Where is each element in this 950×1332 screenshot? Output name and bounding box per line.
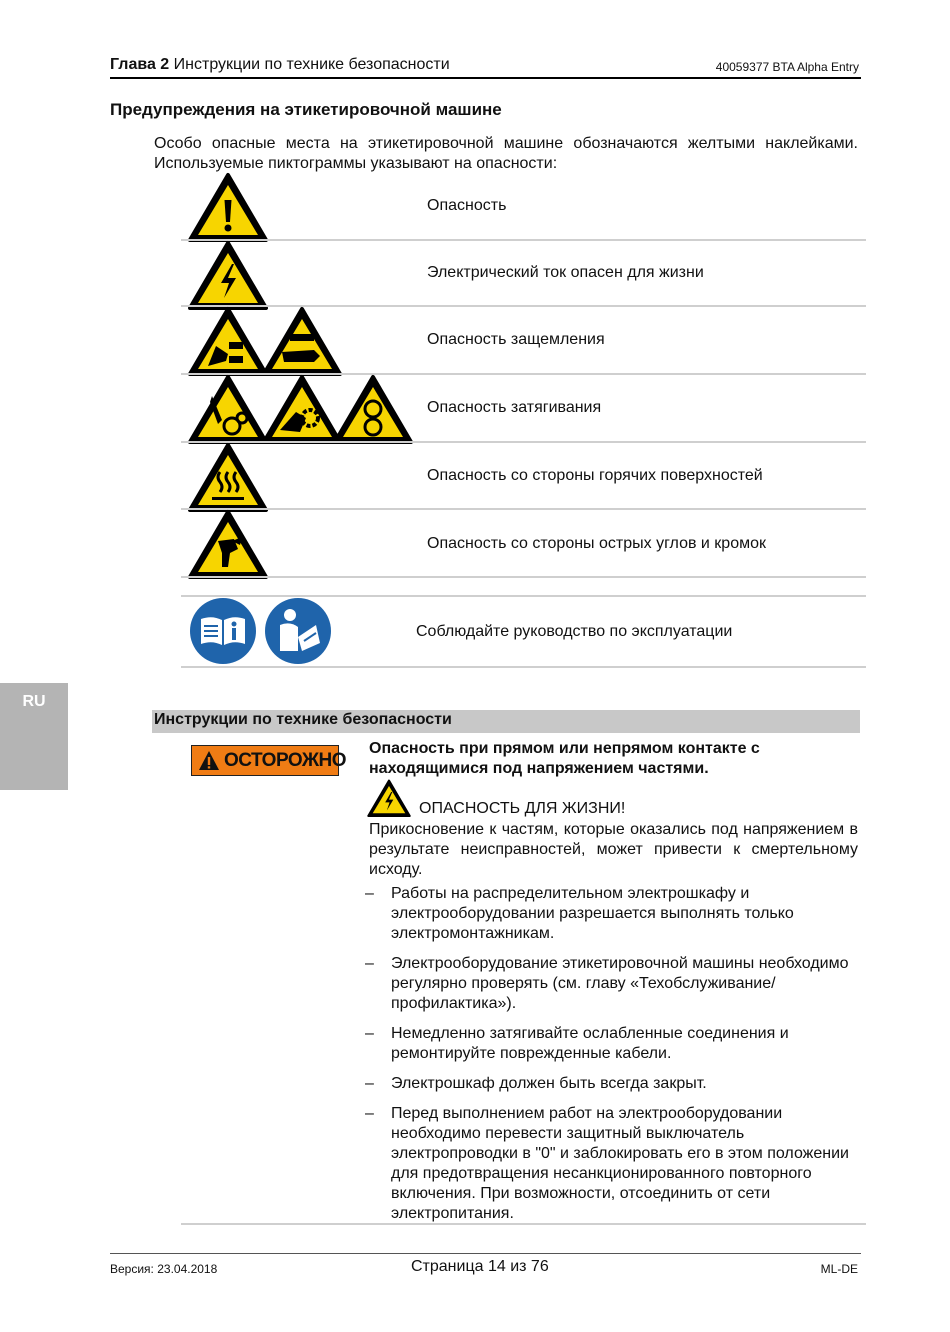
warning-title: Опасность при прямом или непрямом контакте с находящимися под напряжением частями. (369, 740, 760, 777)
danger-to-life: ОПАСНОСТЬ ДЛЯ ЖИЗНИ! (419, 800, 626, 817)
symbol-label-electric: Электрический ток опасен для жизни (427, 264, 704, 281)
section-end-divider (181, 1223, 866, 1225)
symbol-label-sharp: Опасность со стороны острых углов и кромок (427, 535, 766, 552)
rollers-icon (333, 374, 413, 444)
list-item: – Электрошкаф должен быть всегда закрыт. (365, 1075, 707, 1092)
list-item: – Немедленно затягивайте ослабленные соединения и ремонтируйте поврежденные кабели. (365, 1025, 789, 1062)
caution-text: ОСТОРОЖНО (224, 750, 347, 771)
chapter-label: Глава 2 (110, 56, 170, 73)
language-tab: RU (0, 683, 68, 790)
doc-id: 40059377 BTA Alpha Entry (715, 60, 859, 74)
row-divider (181, 576, 866, 578)
sharp-edges-icon (188, 509, 268, 579)
hand-press-icon (262, 306, 342, 376)
row-divider (181, 441, 866, 443)
warning-body: Прикосновение к частям, которые оказались под напряжением в результате неисправностей, может привести к смертельному исходу. (369, 821, 858, 878)
symbol-label-hot: Опасность со стороны горячих поверхностей (427, 467, 763, 484)
manual-book-icon (189, 597, 257, 665)
symbol-label-crushing: Опасность защемления (427, 331, 605, 348)
footer-code: ML-DE (820, 1262, 858, 1276)
roller-entanglement-icon (188, 374, 268, 444)
symbol-label-manual: Соблюдайте руководство по эксплуатации (416, 623, 733, 640)
header-chapter (110, 56, 450, 74)
version-date: Версия: 23.04.2018 (110, 1262, 218, 1276)
list-item: – Электрооборудование этикетировочной машины необходимо регулярно проверять (см. главу «Техобслуживание/профилактика»). (365, 955, 849, 1012)
page-number: Страница 14 из 76 (411, 1258, 549, 1275)
hot-surface-icon (188, 442, 268, 512)
symbol-label-danger: Опасность (427, 197, 507, 214)
row-divider (181, 508, 866, 510)
read-manual-person-icon (264, 597, 332, 665)
electric-shock-icon (188, 240, 268, 310)
chapter-title: Инструкции по технике безопасности (173, 56, 450, 73)
hand-crush-icon (188, 306, 268, 376)
list-item: – Перед выполнением работ на электрооборудовании необходимо перевести защитный выключатель электропроводки в "0" и заблокировать его в этом положении для предотвращения несанкционированного повторного включения. При возможности, отсоединить от сети электропитания. (365, 1105, 849, 1222)
general-danger-icon (188, 172, 268, 242)
warning-triangle-icon (198, 750, 220, 771)
electric-shock-icon (367, 779, 411, 817)
section2-title: Инструкции по технике безопасности (154, 711, 452, 728)
instruction-list (365, 884, 865, 1234)
section-header-bar (152, 710, 860, 733)
row-divider (181, 666, 866, 668)
symbol-label-entanglement: Опасность затягивания (427, 399, 602, 416)
caution-label (191, 745, 347, 776)
footer-divider (110, 1253, 861, 1254)
section-title: Предупреждения на этикетировочной машине (110, 100, 502, 119)
intro-paragraph: Особо опасные места на этикетировочной машине обозначаются желтыми наклейками. Используемые пиктограммы указывают на опасности: (154, 135, 858, 172)
row-divider (181, 239, 866, 241)
list-item: – Работы на распределительном электрошкафу и электрооборудовании разрешается выполнять только электромонтажникам. (365, 885, 794, 942)
gear-entanglement-icon (262, 374, 342, 444)
header-divider (110, 77, 861, 79)
